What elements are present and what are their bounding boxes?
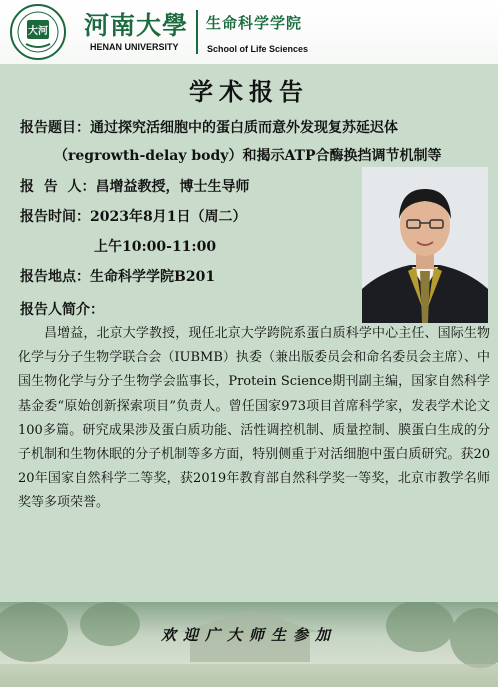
place-label: 报告地点： [20, 269, 90, 285]
place-row [20, 266, 215, 286]
topic-row [20, 117, 398, 137]
time-row [20, 206, 246, 226]
bio-heading: 报告人简介： [20, 302, 104, 318]
header-banner [0, 0, 498, 64]
svg-text:大河: 大河 [28, 26, 48, 37]
speaker-photo [362, 167, 488, 323]
speaker-name: 昌增益教授，博士生导师 [95, 179, 250, 195]
topic-label: 报告题目： [20, 120, 90, 136]
report-time: 上午10:00-11:00 [94, 239, 217, 255]
school-name-cn: 生命科学学院 [206, 14, 303, 32]
header-divider [196, 10, 198, 54]
school-name-en: School of Life Sciences [207, 44, 309, 54]
university-logo [10, 4, 66, 60]
time-label: 报告时间： [20, 209, 90, 225]
report-place: 生命科学学院B201 [90, 269, 216, 285]
topic-line-2: （regrowth-delay body）和揭示ATP合酶换挡调节机制等 [54, 148, 442, 164]
page-title: 学术报告 [189, 77, 309, 106]
university-name-cn: 河南大學 [84, 11, 189, 40]
welcome-text: 欢迎广大师生参加 [160, 626, 337, 644]
university-name-en: HENAN UNIVERSITY [90, 42, 179, 52]
speaker-label: 报 告 人： [20, 179, 96, 195]
report-date: 2023年8月1日（周二） [90, 209, 247, 225]
bio-text: 昌增益，北京大学教授，现任北京大学跨院系蛋白质科学中心主任、国际生物化学与分子生物学联合会（IUBMB）执委（兼出版委员会和命名委员会主席）、中国生物化学与分子生物学会监事长，Protein Science期刊副主编，国家自然科学基金委“原始创新探索项目”负责人。曾任国家973项目首席科学家，发表学术论文100多篇。研究成果涉及蛋白质功能、活性调控机制、质量控制、膜蛋白生成的分子机制和生物休眠的分子机制等多方面，特别侧重于对活细胞中蛋白质研究。获2020年国家自然科学二等奖，获2019年教育部自然科学奖一等奖，北京市教学名师奖等多项荣誉。 [18, 326, 490, 511]
topic-line-1: 通过探究活细胞中的蛋白质而意外发现复苏延迟体 [90, 120, 398, 136]
speaker-row [20, 176, 250, 196]
